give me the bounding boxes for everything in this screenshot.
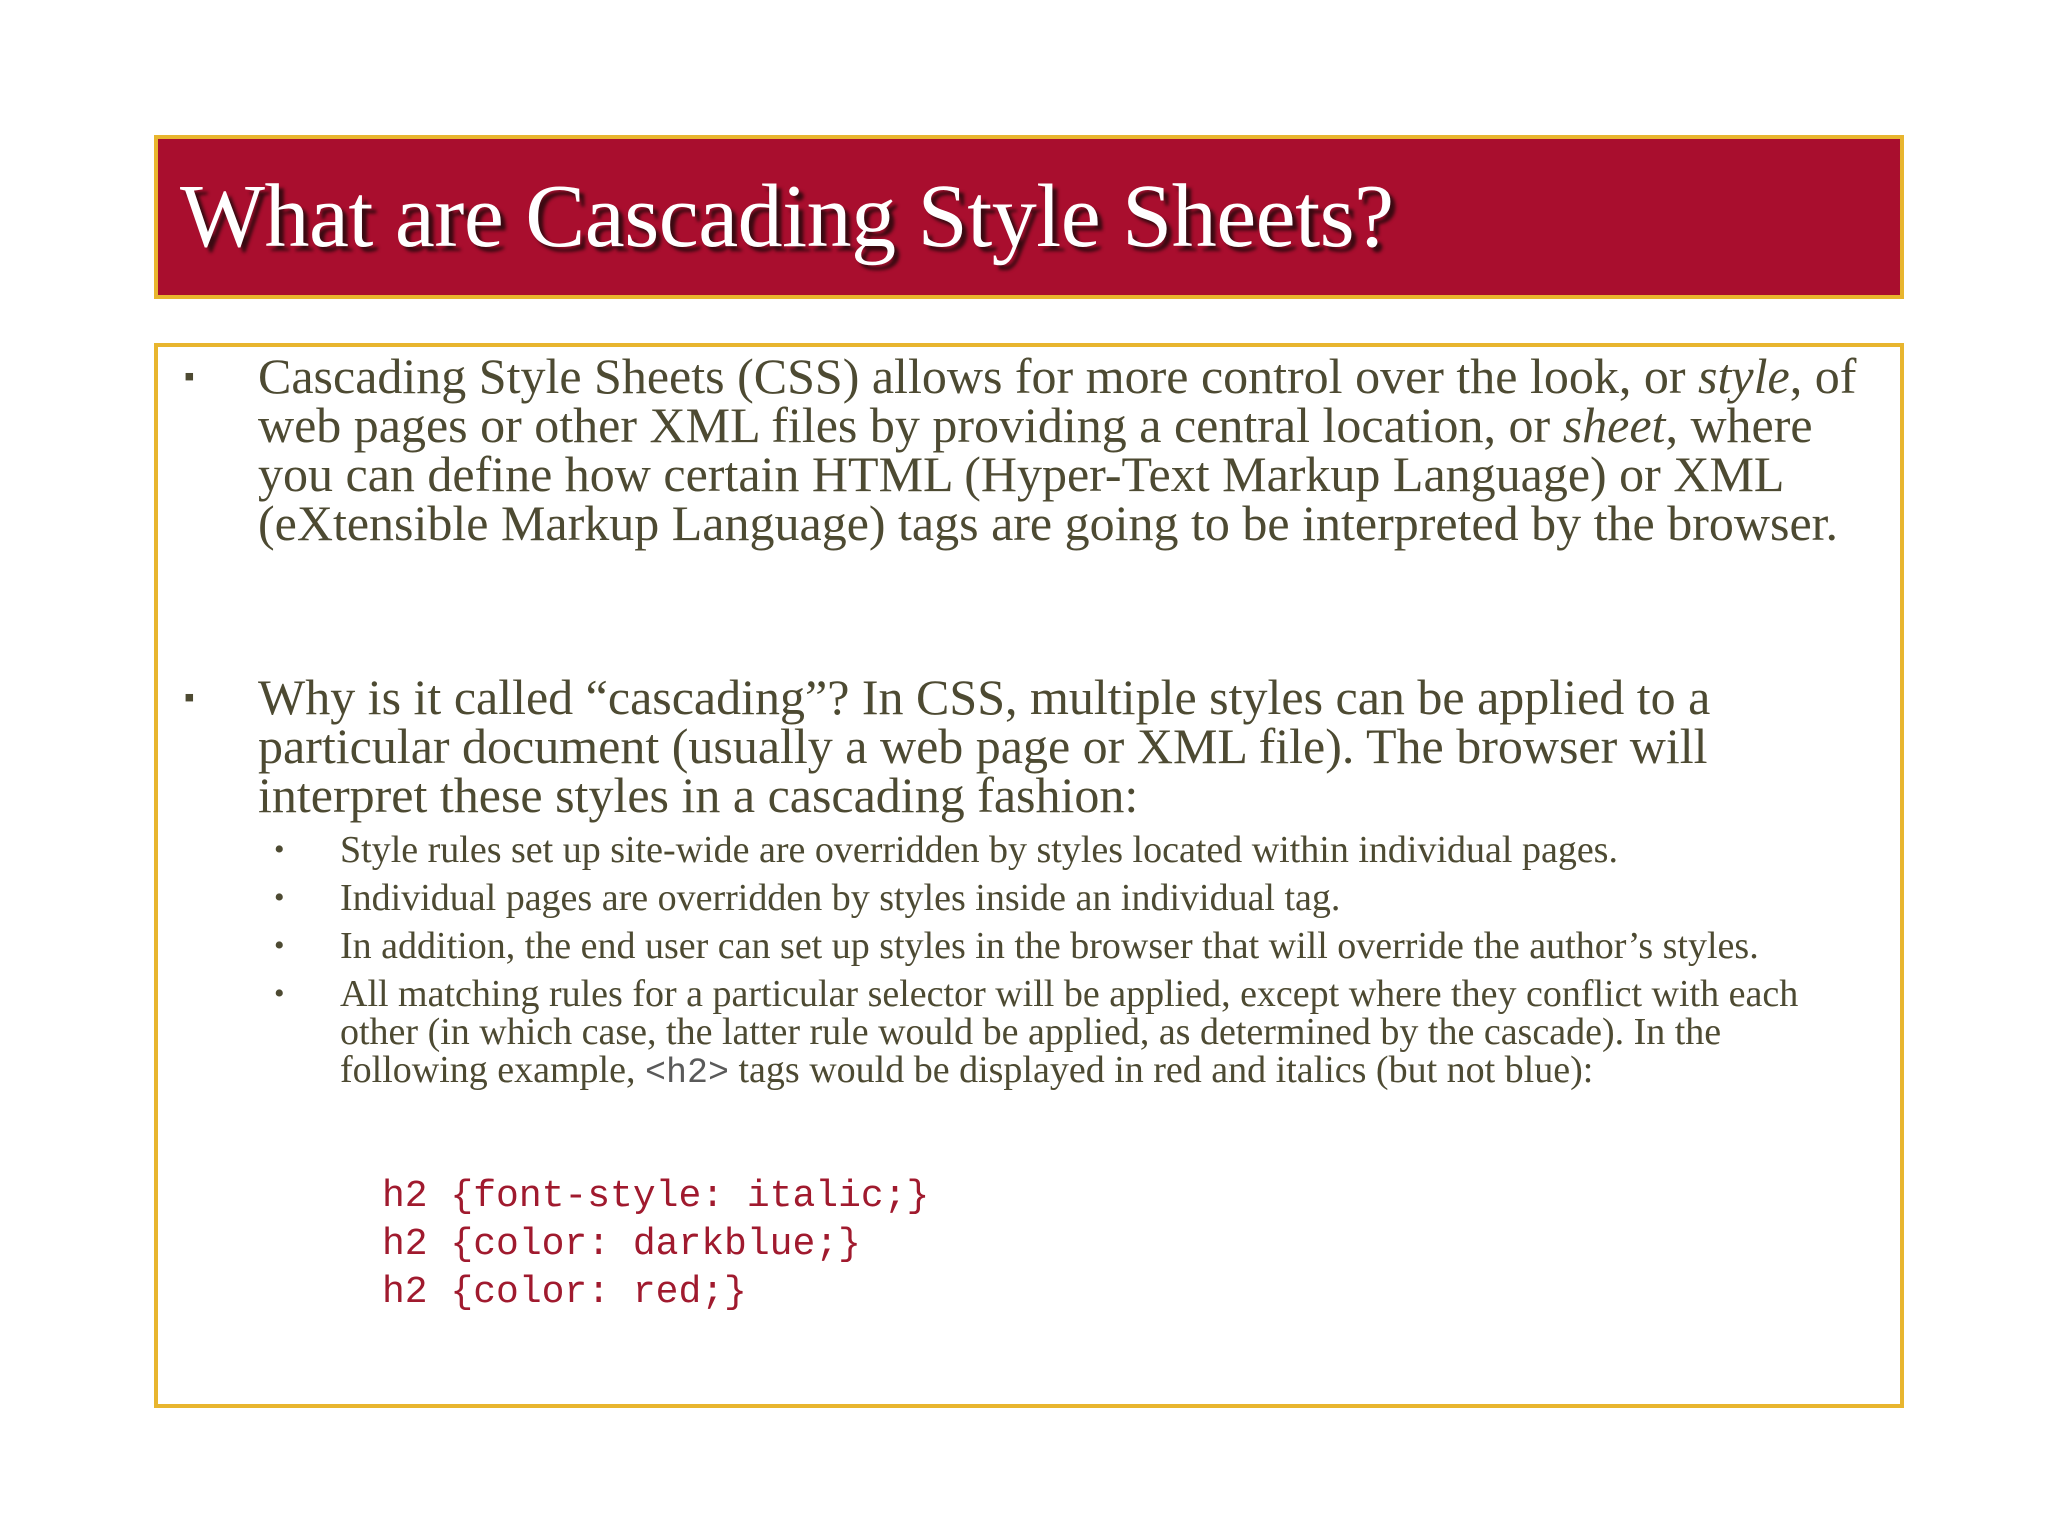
content-box <box>154 343 1904 1408</box>
dot-bullet-icon: • <box>274 929 285 962</box>
sub-bullet-end-user <box>274 927 1874 965</box>
bullet-why-cascading <box>184 669 1884 823</box>
sub-bullet-text: Style rules set up site-wide are overridden by styles located within individual pages. <box>340 829 1618 871</box>
square-bullet-icon: ▪ <box>184 681 195 714</box>
sub-bullet-individual-pages <box>274 879 1874 917</box>
bullet-text: Cascading Style Sheets (CSS) allows for more control over the look, or style, of web pages or other XML files by providing a central location, or sheet, where you can define how certain HTML (Hyper-Text Markup Language) or XML (eXtensible Markup Language) tags are going to be interpreted by the browser. <box>258 348 1857 551</box>
sub-bullet-site-wide <box>274 831 1874 869</box>
inline-code-h2: <h2> <box>644 1053 729 1093</box>
dot-bullet-icon: • <box>274 977 285 1010</box>
title-banner <box>154 135 1904 299</box>
square-bullet-icon: ▪ <box>184 360 195 393</box>
code-line: h2 {color: red;} <box>382 1271 747 1314</box>
dot-bullet-icon: • <box>274 833 285 866</box>
sub-bullet-text: Individual pages are overridden by styles inside an individual tag. <box>340 877 1341 919</box>
slide-title: What are Cascading Style Sheets? <box>180 167 1394 266</box>
css-code-example <box>382 1173 929 1317</box>
sub-bullet-matching-rules <box>274 975 1874 1092</box>
code-line: h2 {font-style: italic;} <box>382 1175 930 1218</box>
bullet-text: Why is it called “cascading”? In CSS, multiple styles can be applied to a particular document (usually a web page or XML file). The browser will interpret these styles in a cascading fashion: <box>258 669 1711 823</box>
sub-bullet-text: In addition, the end user can set up styles in the browser that will override the author’s styles. <box>340 925 1759 967</box>
sub-bullet-text: All matching rules for a particular selector will be applied, except where they conflict with each other (in which case, the latter rule would be applied, as determined by the cascade). In the following example, <h2> tags would be displayed in red and italics (but not blue): <box>340 973 1799 1093</box>
dot-bullet-icon: • <box>274 881 285 914</box>
bullet-css-definition <box>184 348 1884 551</box>
code-line: h2 {color: darkblue;} <box>382 1223 861 1266</box>
cascade-rules-list <box>274 831 1874 1102</box>
